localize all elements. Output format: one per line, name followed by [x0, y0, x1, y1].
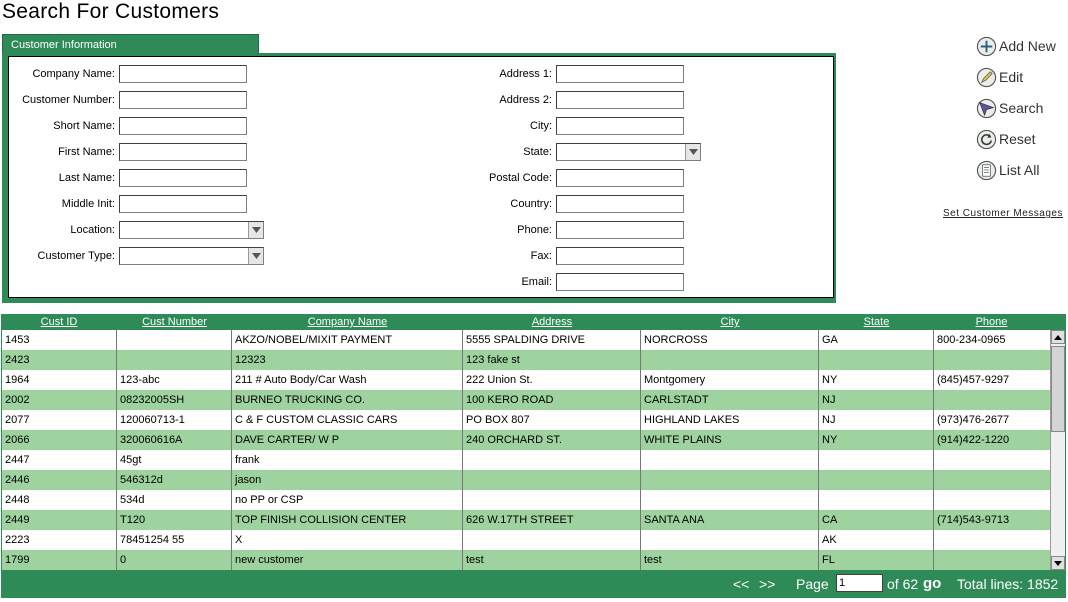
- table-row[interactable]: [2, 530, 1050, 550]
- column-header-state[interactable]: State: [863, 316, 890, 328]
- select-dropdown-button[interactable]: [685, 144, 700, 160]
- grid-body: [2, 330, 1050, 570]
- cell-state: AK: [819, 530, 934, 550]
- cell-address: 240 ORCHARD ST.: [463, 430, 641, 450]
- cell-cust-number: 534d: [117, 490, 232, 510]
- reset-label: Reset: [999, 131, 1036, 147]
- field-label-customer-number: Customer Number:: [22, 94, 115, 106]
- cell-cust-number: [117, 330, 232, 350]
- field-label-company-name: Company Name:: [32, 68, 115, 80]
- cell-phone: [934, 390, 1033, 410]
- table-row[interactable]: [2, 410, 1050, 430]
- total-lines-label: Total lines: 1852: [957, 576, 1059, 592]
- field-label-middle-init: Middle Init:: [61, 198, 115, 210]
- grid-scrollbar[interactable]: [1050, 330, 1065, 570]
- chevron-down-icon: [252, 227, 261, 233]
- cell-phone: [934, 450, 1033, 470]
- search-label: Search: [999, 100, 1044, 116]
- cell-state: NJ: [819, 410, 934, 430]
- reset-icon: [976, 129, 997, 150]
- list-all-button[interactable]: [976, 158, 1039, 182]
- set-customer-messages-link[interactable]: Set Customer Messages: [943, 208, 1063, 219]
- field-label-first-name: First Name:: [58, 146, 115, 158]
- scroll-down-button[interactable]: [1051, 556, 1065, 570]
- cell-state: CA: [819, 510, 934, 530]
- list-all-label: List All: [999, 162, 1040, 178]
- cell-address: 100 KERO ROAD: [463, 390, 641, 410]
- cell-state: FL: [819, 550, 934, 570]
- cell-address: 222 Union St.: [463, 370, 641, 390]
- cell-cust-number: T120: [117, 510, 232, 530]
- cell-cust-id: 2449: [2, 510, 117, 530]
- input-customer-number[interactable]: [119, 91, 247, 109]
- cell-address: 626 W.17TH STREET: [463, 510, 641, 530]
- cell-phone: [934, 550, 1033, 570]
- input-postal-code[interactable]: [556, 169, 684, 187]
- pager-go-button[interactable]: go: [923, 575, 942, 592]
- cell-address: [463, 490, 641, 510]
- cell-phone: [934, 530, 1033, 550]
- select-state[interactable]: [556, 143, 701, 161]
- field-label-postal-code: Postal Code:: [489, 172, 552, 184]
- edit-icon: [976, 67, 997, 88]
- column-header-address[interactable]: Address: [531, 316, 573, 328]
- table-row[interactable]: [2, 470, 1050, 490]
- field-row-fax: [409, 246, 684, 266]
- reset-button[interactable]: [976, 127, 1036, 151]
- cell-state: [819, 490, 934, 510]
- field-row-email: [409, 272, 684, 292]
- cell-company-name: frank: [232, 450, 463, 470]
- cell-cust-id: 1799: [2, 550, 117, 570]
- field-row-customer-type: [9, 246, 264, 266]
- input-address-1[interactable]: [556, 65, 684, 83]
- input-middle-init[interactable]: [119, 195, 247, 213]
- field-row-country: [409, 194, 684, 214]
- field-row-city: [409, 116, 684, 136]
- field-label-address-1: Address 1:: [499, 68, 552, 80]
- column-header-phone[interactable]: Phone: [975, 316, 1008, 328]
- scroll-up-button[interactable]: [1051, 330, 1065, 344]
- cell-city: [641, 530, 819, 550]
- field-label-country: Country:: [510, 198, 552, 210]
- edit-button[interactable]: [976, 65, 1023, 89]
- panel-tab-customer-information: Customer Information: [2, 34, 259, 54]
- cell-cust-id: 2223: [2, 530, 117, 550]
- cell-address: [463, 470, 641, 490]
- pager-next-link[interactable]: >>: [759, 576, 776, 592]
- cell-cust-number: 320060616A: [117, 430, 232, 450]
- cell-city: NORCROSS: [641, 330, 819, 350]
- cell-address: 123 fake st: [463, 350, 641, 370]
- cell-cust-number: 45gt: [117, 450, 232, 470]
- cell-cust-id: 2423: [2, 350, 117, 370]
- cell-phone: [934, 470, 1033, 490]
- cell-phone: [934, 350, 1033, 370]
- input-country[interactable]: [556, 195, 684, 213]
- arrow-down-icon: [1054, 561, 1062, 566]
- table-row[interactable]: [2, 390, 1050, 410]
- column-header-company-name[interactable]: Company Name: [307, 316, 388, 328]
- cell-cust-number: 546312d: [117, 470, 232, 490]
- field-row-phone: [409, 220, 684, 240]
- input-last-name[interactable]: [119, 169, 247, 187]
- input-city[interactable]: [556, 117, 684, 135]
- cell-phone: (714)543-9713: [937, 514, 1010, 526]
- cell-state: NY: [819, 430, 934, 450]
- table-row[interactable]: [2, 550, 1050, 570]
- field-label-last-name: Last Name:: [58, 172, 115, 184]
- cell-address: PO BOX 807: [463, 410, 641, 430]
- field-row-state: [409, 142, 701, 162]
- table-row[interactable]: [2, 510, 1050, 530]
- cell-state: NJ: [819, 390, 934, 410]
- column-header-city[interactable]: City: [720, 316, 740, 328]
- grid-footer: [1, 570, 1066, 598]
- cell-city: WHITE PLAINS: [641, 430, 819, 450]
- results-grid: [1, 314, 1066, 598]
- table-row[interactable]: [2, 490, 1050, 510]
- chevron-down-icon: [252, 253, 261, 259]
- select-dropdown-button[interactable]: [248, 222, 263, 238]
- cell-state: [819, 450, 934, 470]
- page-number-input[interactable]: [836, 574, 883, 592]
- cell-company-name: DAVE CARTER/ W P: [232, 430, 463, 450]
- cell-company-name: jason: [232, 470, 463, 490]
- cell-phone: 800-234-0965: [937, 334, 1006, 346]
- cell-city: [641, 350, 819, 370]
- grid-header: [1, 314, 1066, 330]
- field-row-postal-code: [409, 168, 684, 188]
- cell-address: [463, 450, 641, 470]
- cell-cust-number: 120060713-1: [117, 410, 232, 430]
- cell-cust-id: 2448: [2, 490, 117, 510]
- cell-city: [641, 470, 819, 490]
- table-row[interactable]: [2, 330, 1050, 350]
- cell-cust-id: 2447: [2, 450, 117, 470]
- field-label-fax: Fax:: [530, 250, 552, 262]
- search-button[interactable]: [976, 96, 1043, 120]
- field-row-customer-number: [9, 90, 247, 110]
- cell-cust-id: 1964: [2, 370, 117, 390]
- scroll-thumb[interactable]: [1051, 346, 1065, 432]
- field-label-email: Email:: [521, 276, 552, 288]
- field-row-last-name: [9, 168, 247, 188]
- search-icon: [976, 98, 997, 119]
- cell-city: SANTA ANA: [641, 510, 819, 530]
- page-title: Search For Customers: [2, 0, 220, 23]
- input-fax[interactable]: [556, 247, 684, 265]
- cell-phone: (914)422-1220: [937, 434, 1010, 446]
- column-header-cust-id[interactable]: Cust ID: [40, 316, 78, 328]
- field-label-address-2: Address 2:: [499, 94, 552, 106]
- field-label-city: City:: [530, 120, 552, 132]
- cell-cust-id: 2066: [2, 430, 117, 450]
- field-label-location: Location:: [70, 224, 115, 236]
- cell-company-name: 211 # Auto Body/Car Wash: [232, 370, 463, 390]
- cell-cust-id: 2002: [2, 390, 117, 410]
- cell-city: [641, 450, 819, 470]
- table-row[interactable]: [2, 370, 1050, 390]
- cell-company-name: X: [232, 530, 463, 550]
- column-header-cust-number[interactable]: Cust Number: [142, 316, 207, 328]
- input-address-2[interactable]: [556, 91, 684, 109]
- cell-cust-id: 1453: [2, 330, 117, 350]
- field-row-short-name: [9, 116, 247, 136]
- cell-company-name: AKZO/NOBEL/MIXIT PAYMENT: [232, 330, 463, 350]
- cell-phone: [934, 490, 1033, 510]
- customer-information-panel: [2, 53, 836, 303]
- field-label-customer-type: Customer Type:: [37, 250, 115, 262]
- table-row[interactable]: [2, 430, 1050, 450]
- cell-company-name: TOP FINISH COLLISION CENTER: [232, 510, 463, 530]
- list-icon: [976, 160, 997, 181]
- cell-cust-number: 123-abc: [117, 370, 232, 390]
- field-label-state: State:: [523, 146, 552, 158]
- pager-page-label: Page: [796, 576, 829, 592]
- cell-company-name: 12323: [232, 350, 463, 370]
- cell-address: [463, 530, 641, 550]
- cell-phone: (973)476-2677: [937, 414, 1010, 426]
- input-first-name[interactable]: [119, 143, 247, 161]
- cell-cust-number: [117, 350, 232, 370]
- field-row-location: [9, 220, 264, 240]
- cell-address: test: [463, 550, 641, 570]
- select-customer-type[interactable]: [119, 247, 264, 265]
- field-row-address-1: [409, 64, 684, 84]
- field-row-address-2: [409, 90, 684, 110]
- select-dropdown-button[interactable]: [248, 248, 263, 264]
- input-company-name[interactable]: [119, 65, 247, 83]
- cell-city: CARLSTADT: [641, 390, 819, 410]
- chevron-down-icon: [689, 149, 698, 155]
- table-row[interactable]: [2, 450, 1050, 470]
- add-new-label: Add New: [999, 38, 1056, 54]
- customer-information-form: [8, 56, 834, 298]
- field-row-middle-init: [9, 194, 247, 214]
- cell-company-name: BURNEO TRUCKING CO.: [232, 390, 463, 410]
- table-row[interactable]: [2, 350, 1050, 370]
- cell-cust-id: 2446: [2, 470, 117, 490]
- edit-label: Edit: [999, 69, 1024, 85]
- cell-city: [641, 490, 819, 510]
- cell-city: test: [641, 550, 819, 570]
- cell-cust-number: 0: [117, 550, 232, 570]
- pager-prev-link[interactable]: <<: [733, 576, 750, 592]
- cell-phone: (845)457-9297: [937, 374, 1010, 386]
- field-row-company-name: [9, 64, 247, 84]
- input-email[interactable]: [556, 273, 684, 291]
- cell-cust-number: 08232005SH: [117, 390, 232, 410]
- add-icon: [976, 36, 997, 57]
- cell-company-name: new customer: [232, 550, 463, 570]
- cell-city: Montgomery: [641, 370, 819, 390]
- cell-company-name: C & F CUSTOM CLASSIC CARS: [232, 410, 463, 430]
- cell-state: NY: [819, 370, 934, 390]
- arrow-up-icon: [1054, 335, 1062, 340]
- cell-state: GA: [819, 330, 934, 350]
- field-row-first-name: [9, 142, 247, 162]
- input-phone[interactable]: [556, 221, 684, 239]
- cell-address: 5555 SPALDING DRIVE: [463, 330, 641, 350]
- cell-state: [819, 350, 934, 370]
- cell-cust-number: 78451254 55: [117, 530, 232, 550]
- add-new-button[interactable]: [976, 34, 1056, 58]
- input-short-name[interactable]: [119, 117, 247, 135]
- pager-page-count: of 62: [887, 576, 919, 592]
- cell-company-name: no PP or CSP: [232, 490, 463, 510]
- field-label-phone: Phone:: [517, 224, 552, 236]
- cell-city: HIGHLAND LAKES: [641, 410, 819, 430]
- select-location[interactable]: [119, 221, 264, 239]
- cell-state: [819, 470, 934, 490]
- field-label-short-name: Short Name:: [53, 120, 115, 132]
- cell-cust-id: 2077: [2, 410, 117, 430]
